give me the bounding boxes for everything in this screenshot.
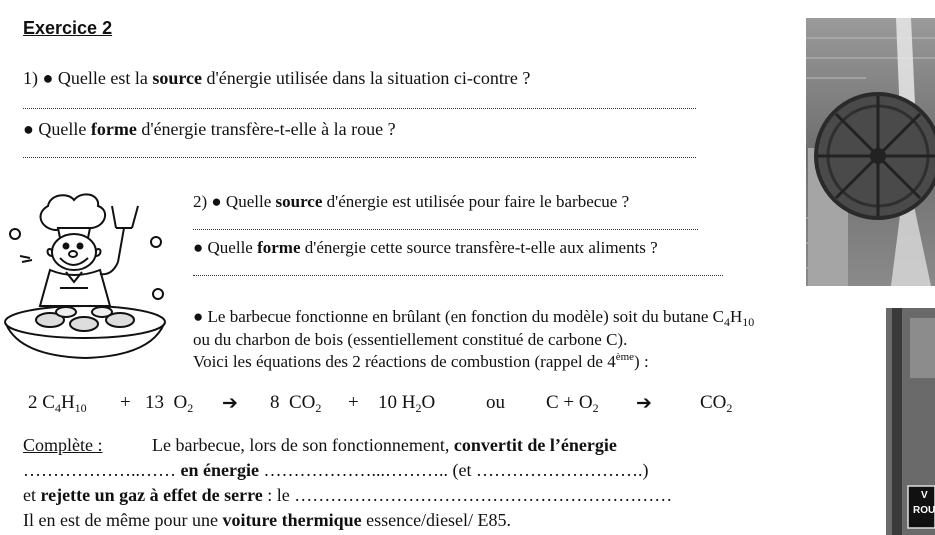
answer-line-2b[interactable] [193,275,723,276]
road-sign-line-1: V [921,490,928,501]
complete-line-2[interactable]: ………………..…… en énergie ………………...……….. (et ……………………….) [23,460,649,480]
question-2: 2) ● Quelle source d'énergie est utilisée pour faire le barbecue ? [193,192,630,211]
complete-line-4: Il en est de même pour une voiture thermique essence/diesel/ E85. [23,510,512,530]
bbq-paragraph-line-1: ● Le barbecue fonctionne en brûlant (en fonction du modèle) soit du butane $C_4H_{10}$ [193,307,755,329]
bbq-paragraph-line-3: Voici les équations des 2 réactions de combustion (rappel de 4ème) : [193,351,649,371]
water-wheel-photo [806,18,935,286]
equation-arrow-icon: ➔ [222,393,238,414]
equation-reactant-oxygen: 13 $O_2$ [145,392,194,415]
equation-or: ou [486,392,505,413]
answer-line-1b[interactable] [23,157,696,158]
answer-line-1[interactable] [23,108,696,109]
question-1b: ● Quelle forme d'énergie transfère-t-elle à la roue ? [23,119,396,139]
complete-line-1: Le barbecue, lors de son fonctionnement, convertit de l’énergie [152,435,617,455]
barbecue-chef-illustration [0,188,190,363]
equation-product-co2: 8 $CO_2$ [270,392,322,415]
bbq-paragraph-line-2: ou du charbon de bois (essentiellement constitué de carbone C). [193,330,628,349]
equation-product-water: 10 $H_2O$ [378,392,436,415]
equation-plus-2: + [348,392,359,413]
equation-plus-1: + [120,392,131,413]
complete-label: Complète : [23,435,103,455]
equation-alt-arrow-icon: ➔ [636,393,652,414]
equation-alt-reactants: $C + O_2$ [546,392,599,415]
question-1: 1) ● Quelle est la source d'énergie utilisée dans la situation ci-contre ? [23,68,531,88]
road-sign-line-2: ROU [913,505,935,516]
question-2b: ● Quelle forme d'énergie cette source transfère-t-elle aux aliments ? [193,238,658,257]
equation-alt-product: $CO_2$ [700,392,733,415]
equation-reactant-butane: 2 $C_4H_{10}$ [28,392,87,415]
exercise-title: Exercice 2 [23,18,113,38]
complete-line-3[interactable]: et rejette un gaz à effet de serre : le ……………………………………………………… [23,485,673,505]
answer-line-2[interactable] [193,229,698,230]
